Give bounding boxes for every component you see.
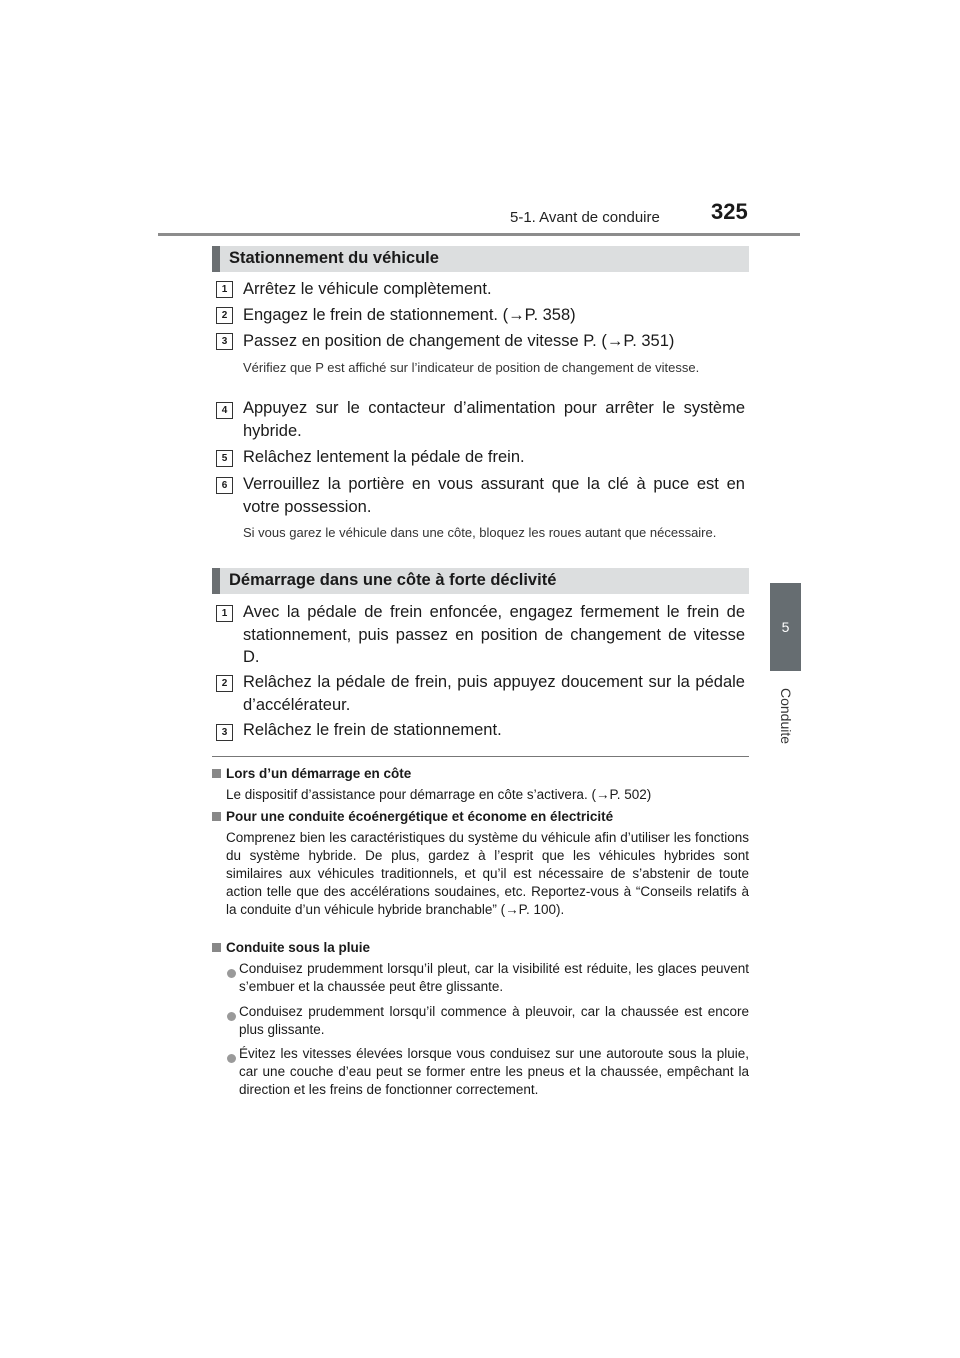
step-number: 3	[216, 333, 233, 350]
square-bullet-icon	[212, 812, 221, 821]
step-text: Arrêtez le véhicule complètement.	[243, 280, 492, 298]
circle-bullet-icon	[227, 1050, 236, 1068]
step-text: Relâchez la pédale de frein, puis appuyez doucement sur la pédale d’accélérateur.	[243, 673, 745, 714]
square-bullet-icon	[212, 943, 221, 952]
step-text: Verrouillez la portière en vous assurant que la clé à puce est en votre possession.	[243, 475, 745, 516]
step-text: Relâchez le frein de stationnement.	[243, 721, 502, 739]
step-number: 1	[216, 281, 233, 298]
chapter-tab	[770, 583, 801, 671]
step-number: 4	[216, 402, 233, 419]
step-text: Relâchez lentement la pédale de frein.	[243, 448, 525, 466]
step-number: 3	[216, 724, 233, 741]
step-text: Avec la pédale de frein enfoncée, engagez fermement le frein de stationnement, puis passez en position de changement de vitesse D.	[243, 603, 745, 666]
step-note: Vérifiez que P est affiché sur l’indicateur de position de changement de vitesse.	[243, 360, 700, 375]
note-text: Comprenez bien les caractéristiques du système du véhicule afin d’utiliser les fonctions du système hybride. De plus, gardez à l’esprit que les véhicules hybrides sont similaires aux véhicules traditionnels, et qu’il est nécessaire de s’abstenir de toute action telle que des accélérations soudaines, etc. Reportez-vous à “Conseils relatifs à la conduite d’un véhicule hybride branchable” (→P. 100).	[226, 830, 749, 917]
bullet-text: Conduisez prudemment lorsqu’il commence à pleuvoir, car la chaussée est encore plus glissante.	[239, 1004, 749, 1037]
bullet-text: Évitez les vitesses élevées lorsque vous conduisez sur une autoroute sous la pluie, car une couche d’eau peut se former entre les pneus et la chaussée, empêchant la direction et les freins de fonctionner correctement.	[239, 1046, 749, 1097]
step-number: 2	[216, 307, 233, 324]
step-text: Engagez le frein de stationnement. (→P. 358)	[243, 306, 576, 324]
page-number: 325	[711, 199, 748, 224]
square-bullet-icon	[212, 769, 221, 778]
step-note: Si vous garez le véhicule dans une côte, bloquez les roues autant que nécessaire.	[243, 525, 717, 540]
section-heading-hill-start	[212, 568, 749, 594]
section-divider	[212, 756, 749, 757]
running-header: 5-1. Avant de conduire	[510, 209, 660, 226]
chapter-label	[770, 686, 801, 746]
chapter-number: 5	[781, 619, 790, 635]
bullet-text: Conduisez prudemment lorsqu’il pleut, car la visibilité est réduite, les glaces peuvent s’embuer et la chaussée peut être glissante.	[239, 961, 749, 994]
note-heading: Conduite sous la pluie	[212, 940, 370, 955]
section-title: Démarrage dans une côte à forte déclivité	[229, 571, 557, 589]
step-number: 5	[216, 450, 233, 467]
note-heading: Pour une conduite écoénergétique et économe en électricité	[212, 809, 613, 824]
step-text: Appuyez sur le contacteur d’alimentation pour arrêter le système hybride.	[243, 399, 745, 440]
note-heading: Lors d’un démarrage en côte	[212, 766, 411, 781]
circle-bullet-icon	[227, 965, 236, 983]
section-title: Stationnement du véhicule	[229, 249, 439, 267]
note-text: Le dispositif d’assistance pour démarrage en côte s’activera. (→P. 502)	[226, 787, 652, 802]
step-number: 6	[216, 477, 233, 494]
step-number: 2	[216, 675, 233, 692]
chapter-label-text: Conduite	[777, 687, 794, 745]
section-heading-parking	[212, 246, 749, 272]
step-number: 1	[216, 605, 233, 622]
circle-bullet-icon	[227, 1008, 236, 1026]
step-text: Passez en position de changement de vitesse P. (→P. 351)	[243, 332, 675, 350]
header-rule	[158, 233, 800, 236]
